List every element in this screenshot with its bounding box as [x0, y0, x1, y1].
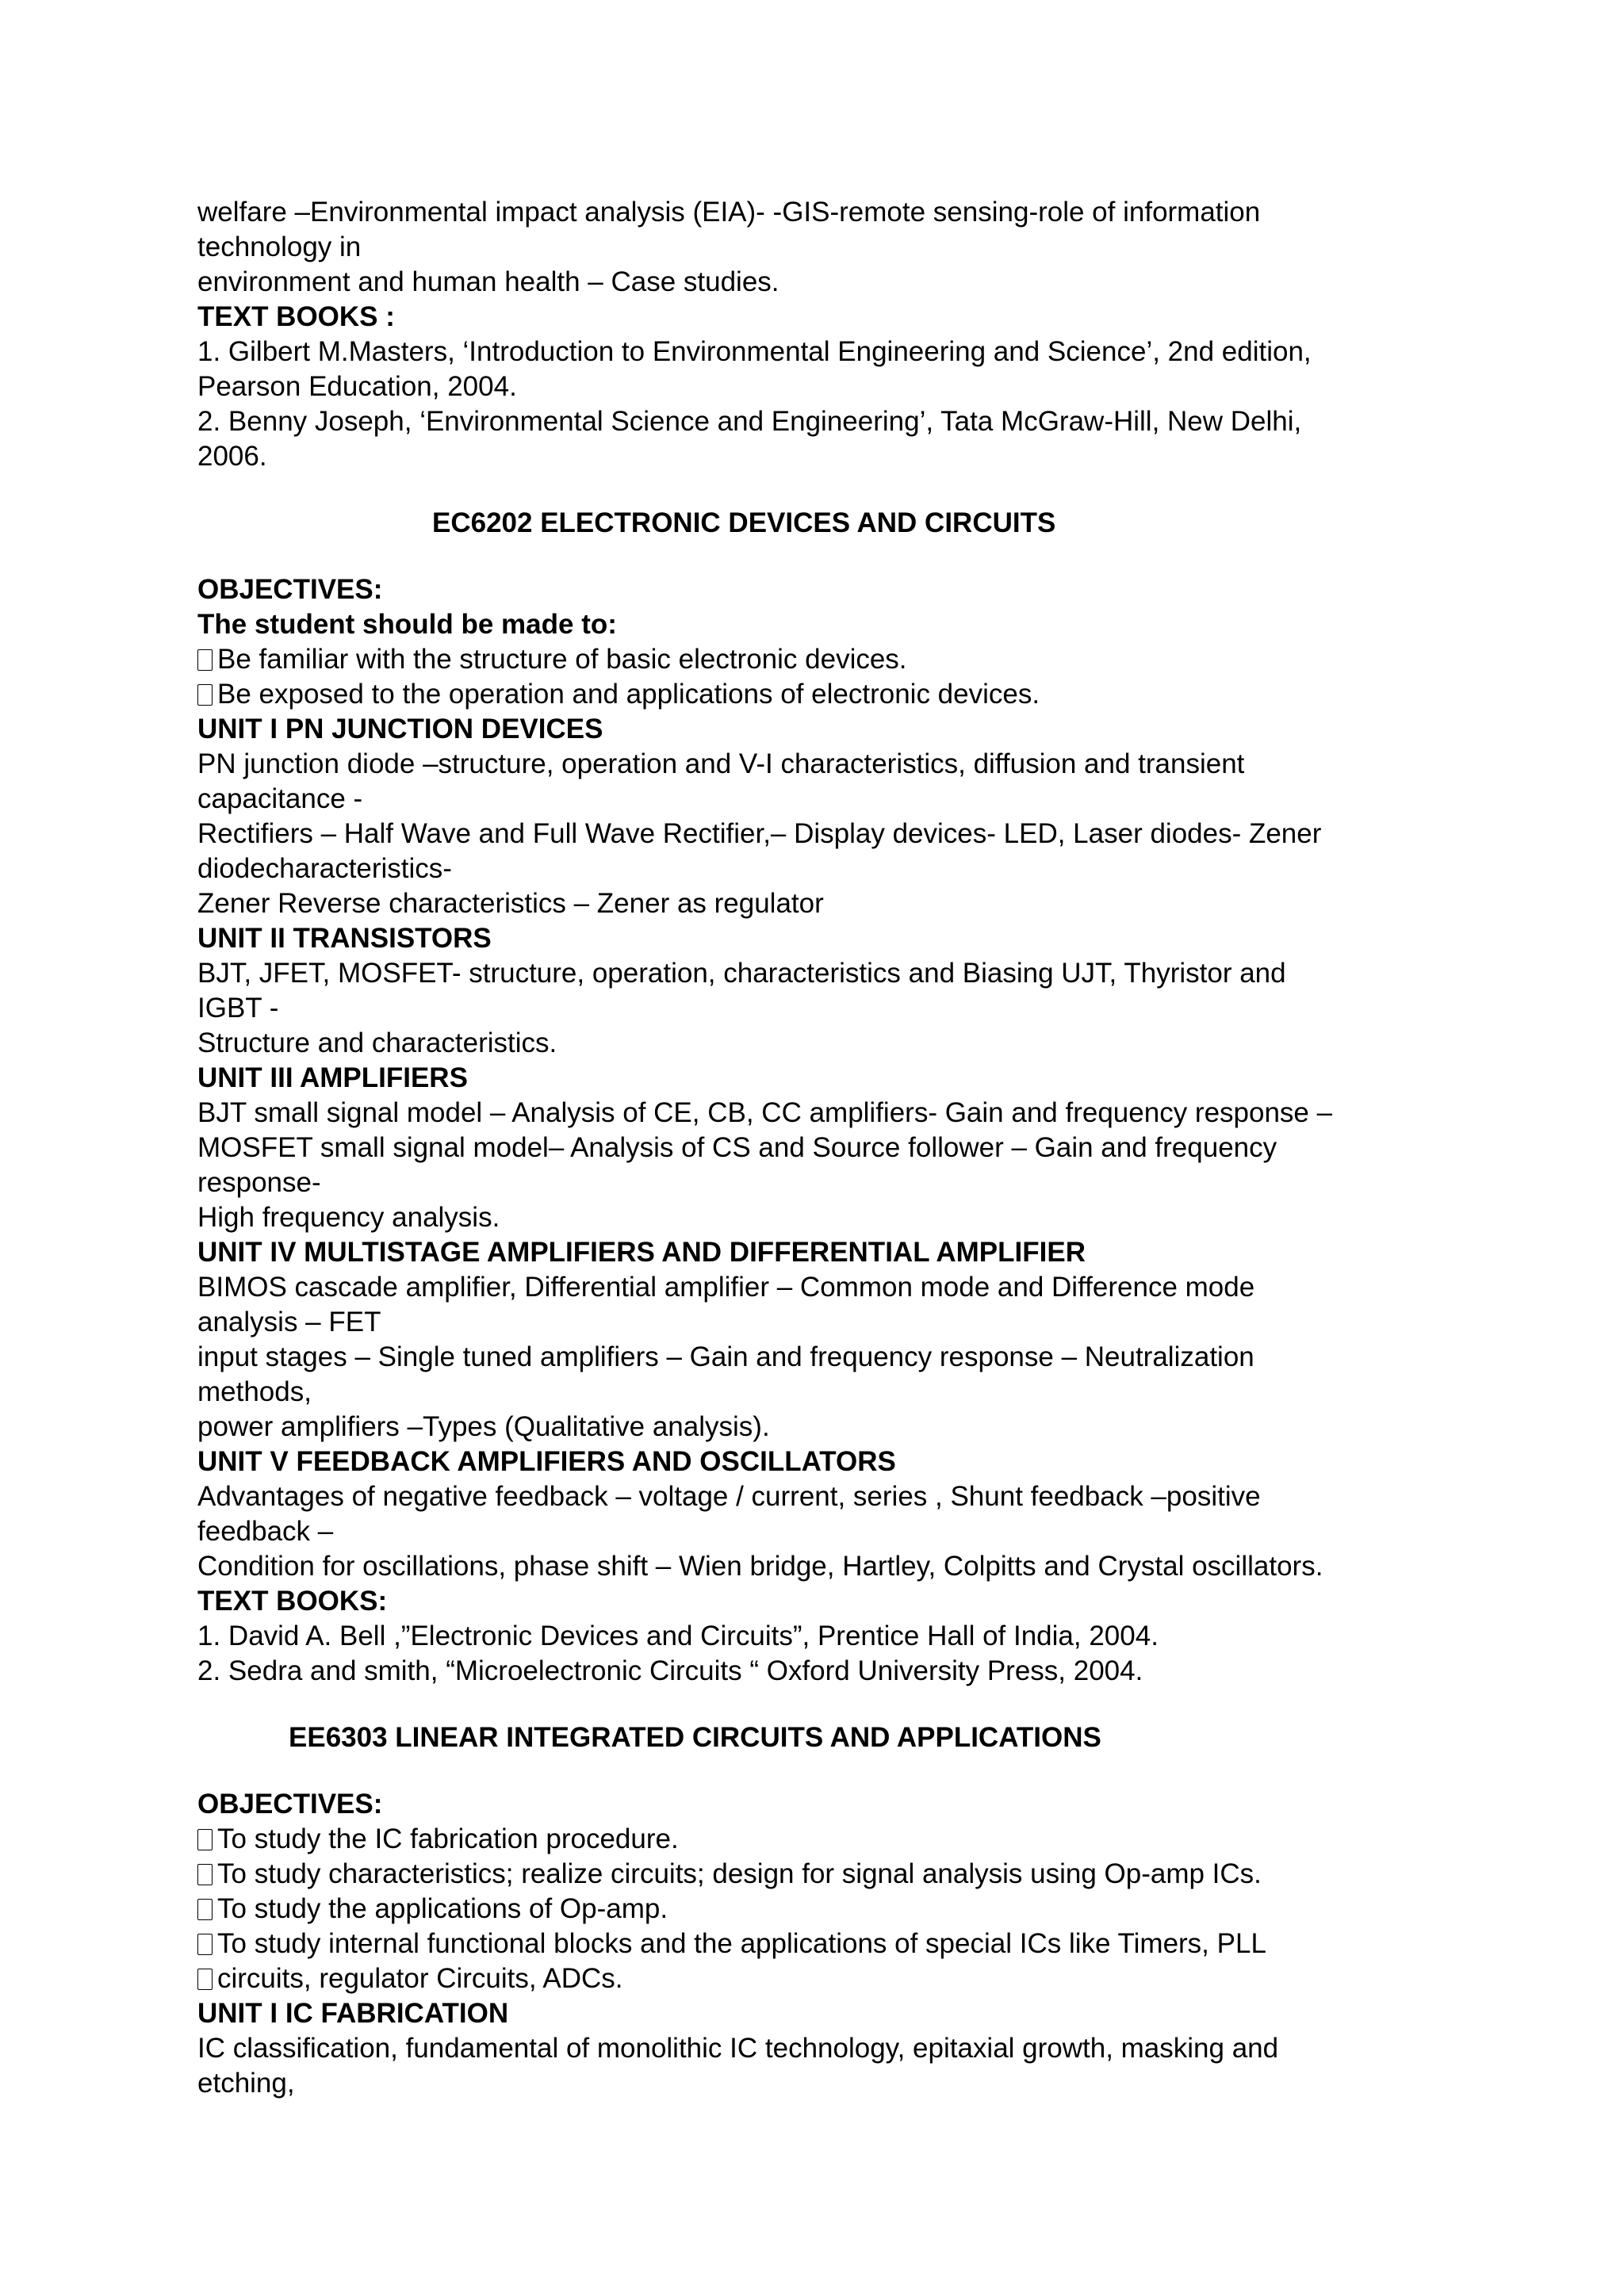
bullet-icon	[197, 1899, 213, 1920]
unit-line: analysis – FET	[197, 1307, 381, 1337]
unit-line: Advantages of negative feedback – voltage / current, series , Shunt feedback –positive	[197, 1481, 1261, 1512]
objective-item	[197, 1961, 1450, 1996]
bullet-icon	[197, 1864, 213, 1885]
text-line: environment and human health – Case studies.	[197, 266, 779, 297]
objective-text: circuits, regulator Circuits, ADCs.	[217, 1963, 623, 1994]
unit-line: High frequency analysis.	[197, 1202, 500, 1233]
unit-line: feedback –	[197, 1516, 334, 1547]
unit-line: BIMOS cascade amplifier, Differential amplifier – Common mode and Difference mode	[197, 1272, 1255, 1303]
objective-item	[197, 642, 1450, 677]
unit-title: UNIT III AMPLIFIERS	[197, 1062, 468, 1093]
bullet-icon	[197, 1829, 213, 1850]
unit-line: capacitance -	[197, 783, 363, 814]
unit-line: BJT small signal model – Analysis of CE, CB, CC amplifiers- Gain and frequency response –	[197, 1097, 1333, 1128]
objective-text: To study the IC fabrication procedure.	[217, 1823, 679, 1854]
bullet-icon	[197, 684, 213, 706]
bullet-icon	[197, 1969, 213, 1990]
textbook-line: 2. Sedra and smith, “Microelectronic Circuits “ Oxford University Press, 2004.	[197, 1655, 1143, 1686]
objective-item	[197, 1822, 1450, 1857]
text-line: welfare –Environmental impact analysis (EIA)- -GIS-remote sensing-role of information	[197, 197, 1261, 228]
unit-title: UNIT I IC FABRICATION	[197, 1998, 509, 2029]
objective-item	[197, 677, 1450, 712]
course-title: EC6202 ELECTRONIC DEVICES AND CIRCUITS	[432, 507, 1056, 538]
objectives-label: OBJECTIVES:	[197, 574, 383, 605]
objective-text: To study internal functional blocks and the applications of special ICs like Timers, PLL	[217, 1928, 1266, 1959]
unit-line: IC classification, fundamental of monolithic IC technology, epitaxial growth, masking and	[197, 2033, 1279, 2064]
textbooks-label: TEXT BOOKS:	[197, 1586, 388, 1617]
textbook-line: 2006.	[197, 441, 267, 472]
textbook-line: 1. David A. Bell ,”Electronic Devices and Circuits”, Prentice Hall of India, 2004.	[197, 1621, 1159, 1651]
unit-title: UNIT V FEEDBACK AMPLIFIERS AND OSCILLATORS	[197, 1446, 896, 1477]
unit-line: Structure and characteristics.	[197, 1027, 557, 1058]
textbooks-label: TEXT BOOKS :	[197, 301, 395, 332]
unit-line: BJT, JFET, MOSFET- structure, operation, characteristics and Biasing UJT, Thyristor and	[197, 958, 1286, 989]
textbook-line: Pearson Education, 2004.	[197, 371, 517, 402]
unit-line: methods,	[197, 1376, 312, 1407]
unit-line: Rectifiers – Half Wave and Full Wave Rectifier,– Display devices- LED, Laser diodes- Zener	[197, 818, 1322, 849]
unit-title: UNIT II TRANSISTORS	[197, 923, 492, 954]
objective-text: To study characteristics; realize circuits; design for signal analysis using Op-amp ICs.	[217, 1858, 1262, 1889]
unit-line: MOSFET small signal model– Analysis of CS and Source follower – Gain and frequency	[197, 1132, 1277, 1163]
unit-line: diodecharacteristics-	[197, 853, 452, 884]
objective-text: Be familiar with the structure of basic electronic devices.	[217, 644, 907, 675]
unit-title: UNIT I PN JUNCTION DEVICES	[197, 714, 603, 744]
student-label: The student should be made to:	[197, 609, 617, 640]
document-page	[197, 195, 1450, 2101]
unit-title: UNIT IV MULTISTAGE AMPLIFIERS AND DIFFERENTIAL AMPLIFIER	[197, 1237, 1086, 1268]
unit-line: input stages – Single tuned amplifiers – Gain and frequency response – Neutralization	[197, 1341, 1254, 1372]
textbook-line: 1. Gilbert M.Masters, ‘Introduction to Environmental Engineering and Science’, 2nd edition,	[197, 336, 1312, 367]
unit-line: Condition for oscillations, phase shift – Wien bridge, Hartley, Colpitts and Crystal oscillators.	[197, 1551, 1323, 1582]
objective-text: To study the applications of Op-amp.	[217, 1893, 668, 1924]
objective-item	[197, 1892, 1450, 1927]
course-title: EE6303 LINEAR INTEGRATED CIRCUITS AND APPLICATIONS	[289, 1722, 1101, 1753]
bullet-icon	[197, 649, 213, 671]
bullet-icon	[197, 1934, 213, 1955]
textbook-line: 2. Benny Joseph, ‘Environmental Science and Engineering’, Tata McGraw-Hill, New Delhi,	[197, 406, 1302, 437]
unit-line: Zener Reverse characteristics – Zener as regulator	[197, 888, 824, 919]
unit-line: power amplifiers –Types (Qualitative analysis).	[197, 1411, 770, 1442]
unit-line: PN junction diode –structure, operation and V-I characteristics, diffusion and transient	[197, 748, 1245, 779]
objective-item	[197, 1857, 1450, 1892]
objective-text: Be exposed to the operation and applications of electronic devices.	[217, 679, 1040, 710]
unit-line: IGBT -	[197, 993, 279, 1024]
unit-line: response-	[197, 1167, 321, 1198]
objective-item	[197, 1927, 1450, 1961]
objectives-label: OBJECTIVES:	[197, 1789, 383, 1820]
unit-line: etching,	[197, 2068, 295, 2099]
text-line: technology in	[197, 232, 362, 262]
